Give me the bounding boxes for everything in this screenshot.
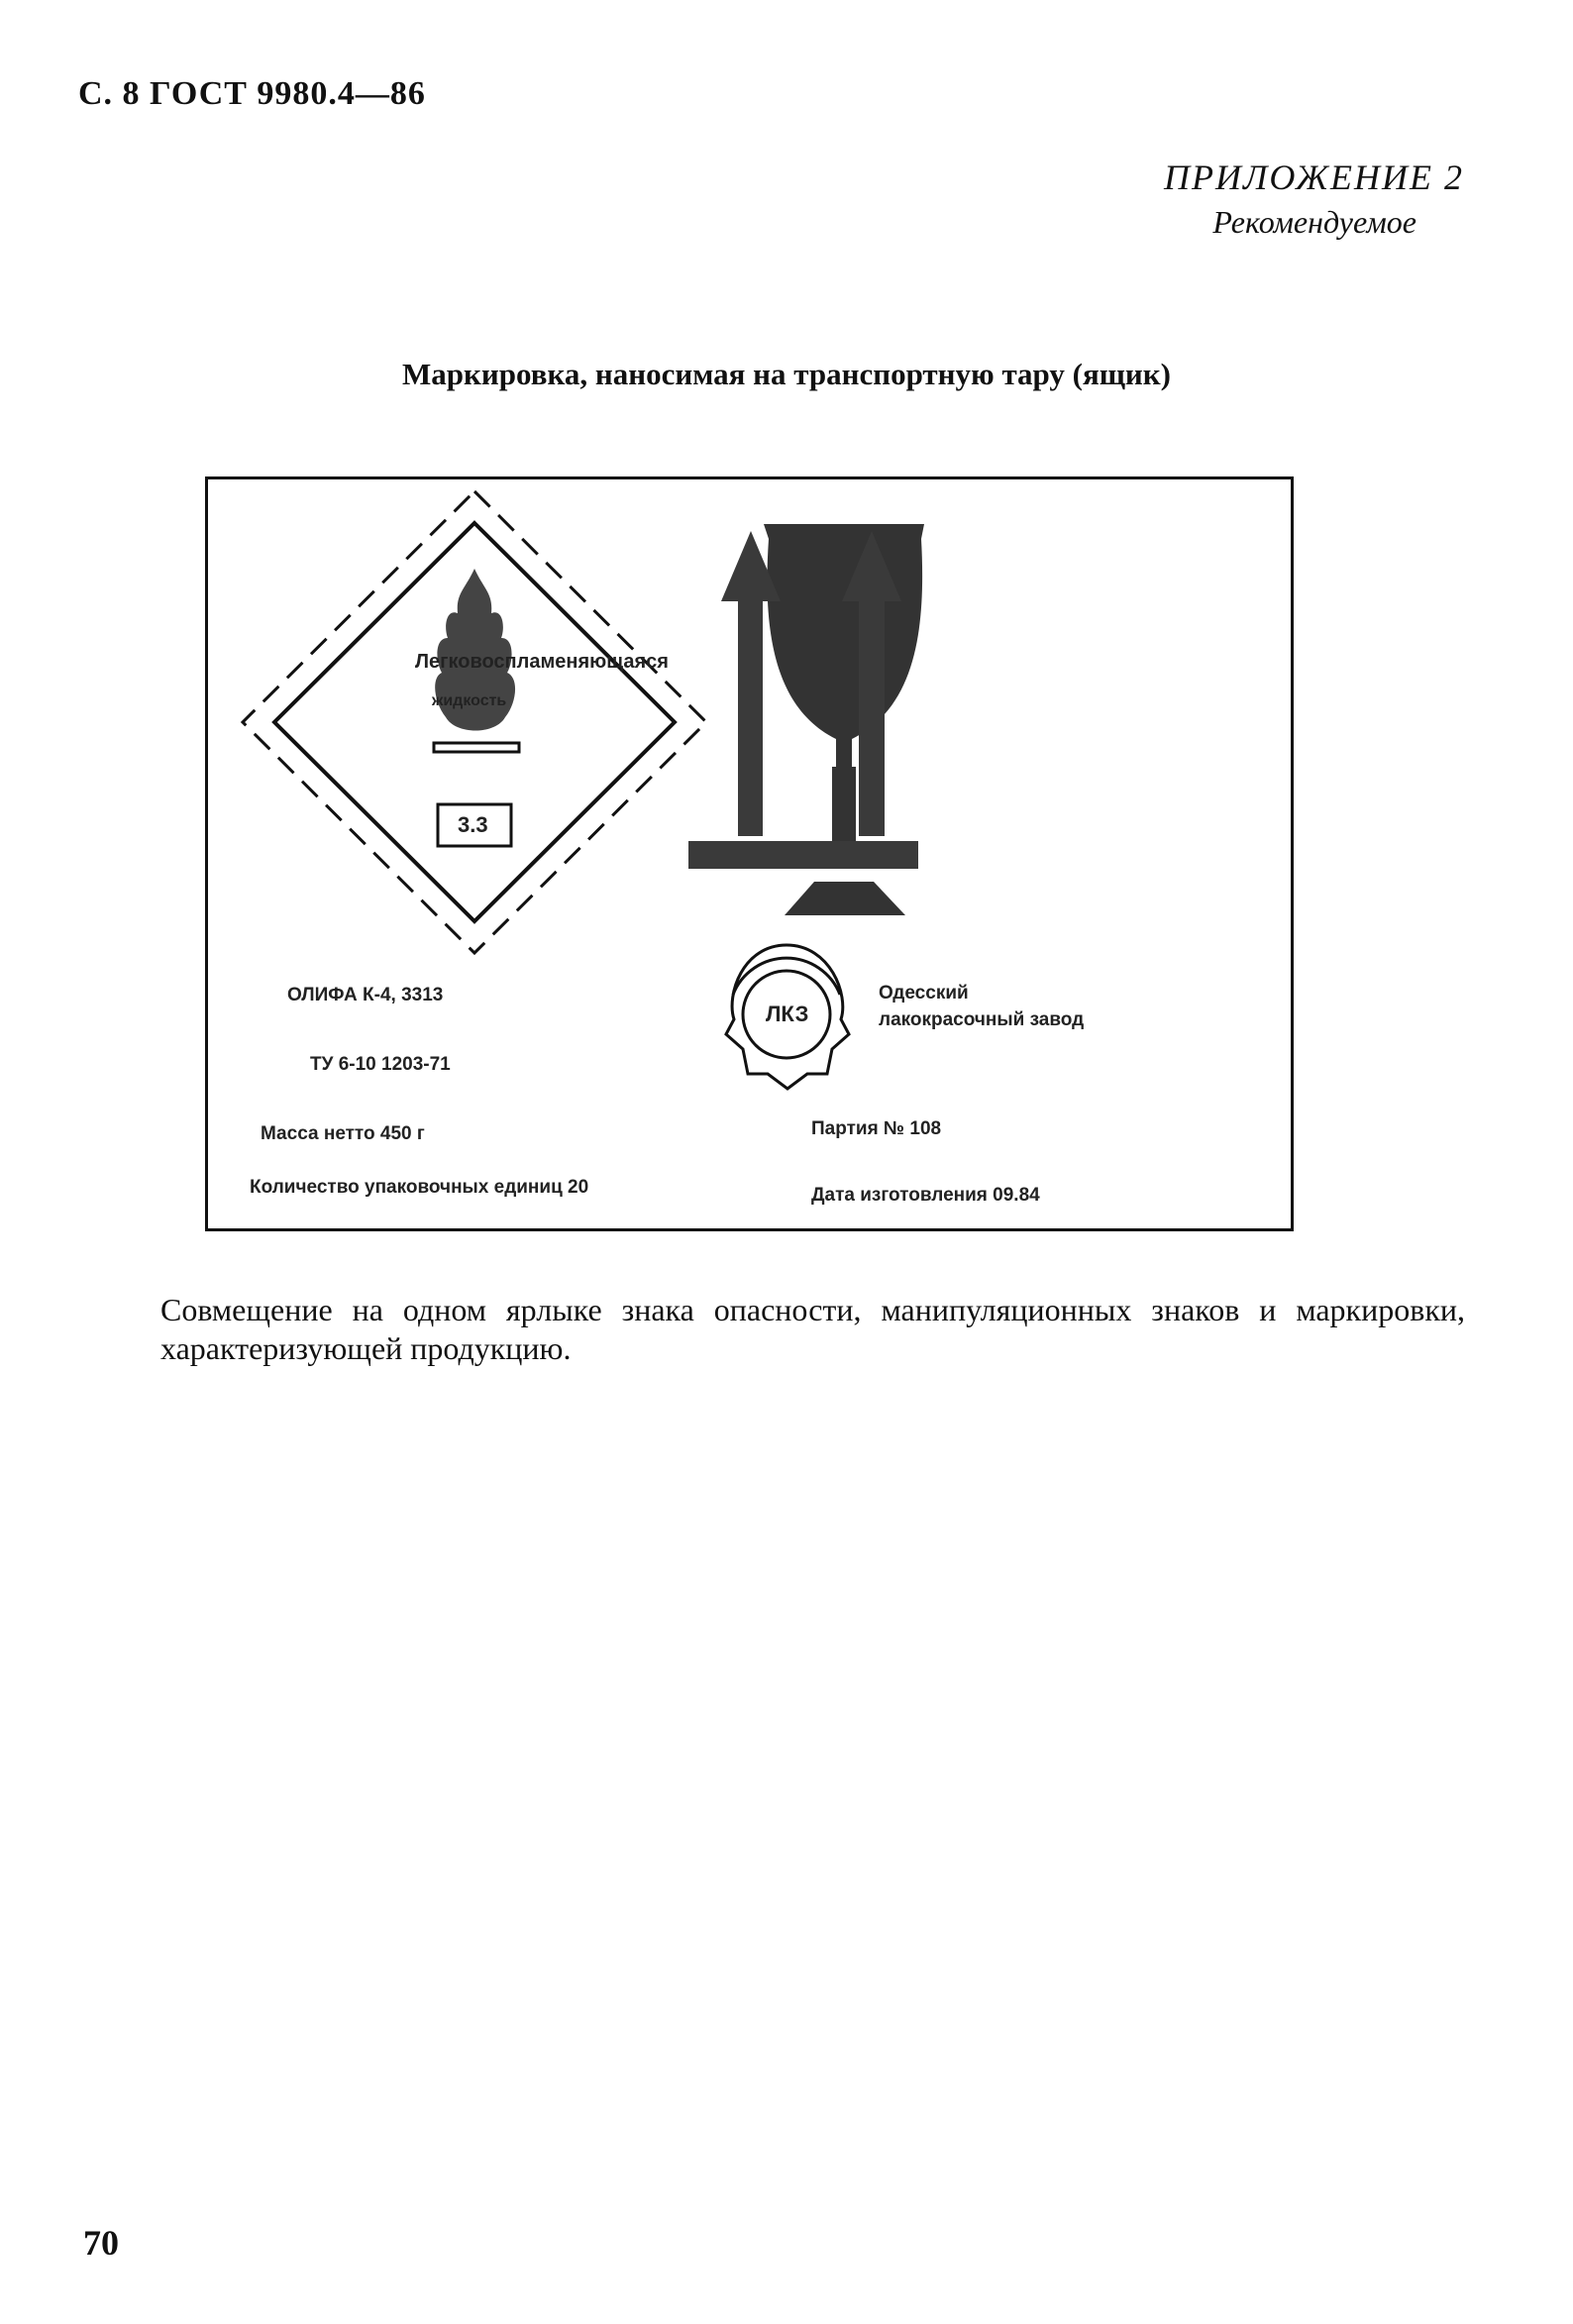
manufacturer-line1: Одесский: [879, 983, 969, 1004]
hazard-text-line1: Легковоспламеняющаяся: [415, 651, 669, 673]
spec-code: ТУ 6-10 1203-71: [310, 1054, 451, 1075]
manufacture-date: Дата изготовления 09.84: [811, 1185, 1040, 1206]
body-paragraph: Совмещение на одном ярлыке знака опасности, манипуляционных знаков и маркировки, характеризующей продукцию.: [160, 1292, 1465, 1366]
net-mass: Масса нетто 450 г: [261, 1123, 425, 1144]
hazard-class: 3.3: [458, 812, 488, 837]
product-name: ОЛИФА К-4, 3313: [287, 985, 444, 1005]
units-count: Количество упаковочных единиц 20: [250, 1177, 589, 1198]
appendix-title: ПРИЛОЖЕНИЕ 2: [1164, 158, 1464, 197]
seal-text: ЛКЗ: [766, 1002, 809, 1026]
manufacturer-line2: лакокрасочный завод: [879, 1009, 1085, 1030]
page-number: 70: [83, 2223, 119, 2263]
page-header: С. 8 ГОСТ 9980.4—86: [78, 75, 426, 112]
label-graphics: [208, 479, 1297, 1234]
label-figure: [205, 476, 1294, 1231]
figure-title: Маркировка, наносимая на транспортную тару (ящик): [402, 357, 1171, 391]
batch-number: Партия № 108: [811, 1118, 942, 1139]
hazard-text-line2: жидкость: [432, 692, 507, 709]
appendix-status: Рекомендуемое: [1212, 204, 1416, 240]
flame-base-bar: [434, 743, 519, 752]
